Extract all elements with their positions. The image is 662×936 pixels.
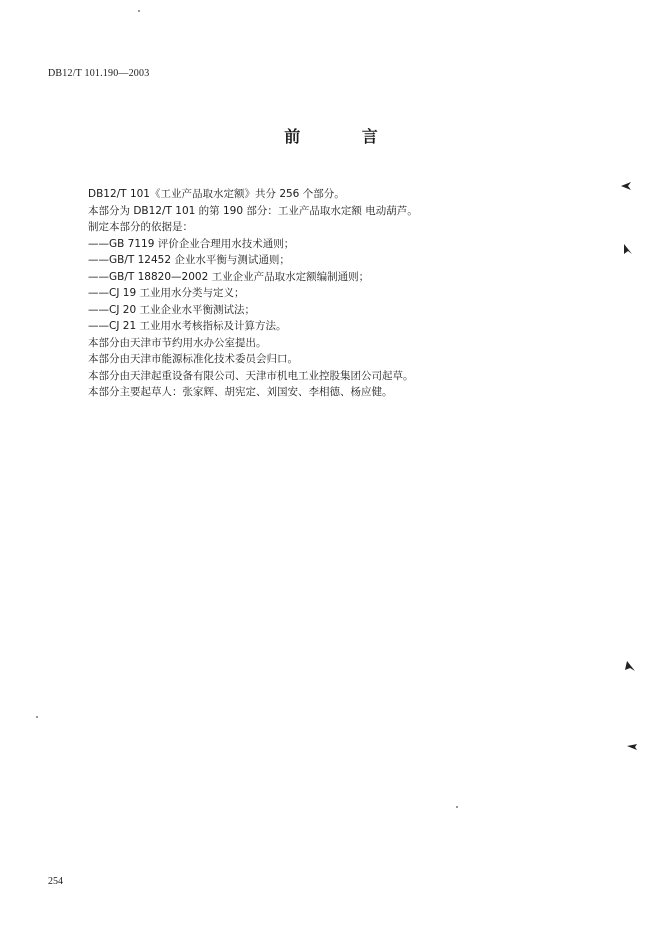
body-line: 本部分主要起草人：张家辉、胡宪定、刘国安、李相德、杨应健。 xyxy=(88,386,393,398)
body-line: ——CJ 19 工业用水分类与定义； xyxy=(88,287,245,299)
scan-speck xyxy=(138,10,140,12)
body-line: ——GB/T 18820—2002 工业企业产品取水定额编制通则； xyxy=(88,270,370,283)
body-line: 本部分由天津起重设备有限公司、天津市机电工业控股集团公司起草。 xyxy=(88,369,414,382)
body-line: 制定本部分的依据是： xyxy=(88,221,193,233)
page-title: 前 言 xyxy=(284,127,406,146)
body-line: ——GB 7119 评价企业合理用水技术通则； xyxy=(88,237,295,250)
body-line: DB12/T 101《工业产品取水定额》共分 256 个部分。 xyxy=(88,188,345,200)
scan-speck xyxy=(36,716,38,718)
scan-speck xyxy=(456,806,458,808)
body-line: ——CJ 21 工业用水考核指标及计算方法。 xyxy=(88,320,287,332)
body-line: ——GB/T 12452 企业水平衡与测试通则； xyxy=(88,254,290,266)
scan-mark-icon xyxy=(624,660,636,672)
body-line: 本部分为 DB12/T 101 的第 190 部分：工业产品取水定额 电动葫芦。 xyxy=(88,204,418,217)
page-number: 254 xyxy=(48,876,63,887)
scan-mark-icon xyxy=(620,180,632,192)
scan-mark-icon xyxy=(622,243,634,255)
document-code: DB12/T 101.190—2003 xyxy=(48,68,150,79)
scan-mark-icon xyxy=(626,740,638,752)
body-line: 本部分由天津市节约用水办公室提出。 xyxy=(88,336,267,349)
foreword-body xyxy=(88,186,608,401)
body-line: 本部分由天津市能源标准化技术委员会归口。 xyxy=(88,353,298,365)
body-line: ——CJ 20 工业企业水平衡测试法； xyxy=(88,303,255,316)
